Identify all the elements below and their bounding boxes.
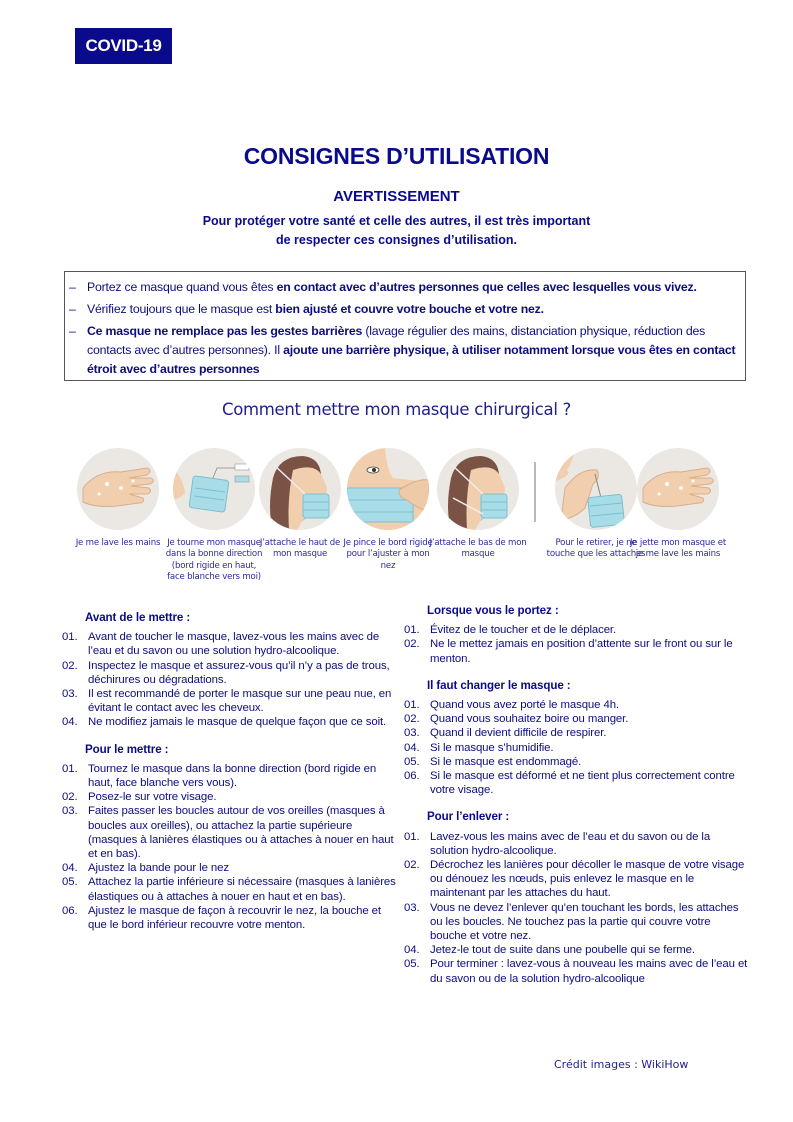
- item-text: Ajustez le masque de façon à recouvrir le nez, la bouche et que le bord inférieur recouvre votre menton.: [88, 904, 381, 932]
- warning-text: (lavage régulier des mains, distanciation physique, réduction des contacts avec d’autres personnes). Il: [87, 324, 706, 357]
- remove-mask-icon: [555, 448, 637, 530]
- item-text: Décrochez les lanières pour décoller le masque de votre visage ou dénouez les nœuds, puis enlevez le masque en le maintenant par les attaches du haut.: [430, 859, 745, 900]
- warning-emphasis: en contact avec d’autres personnes que celles avec lesquelles vous vivez.: [276, 280, 697, 294]
- item-number: 05.: [404, 958, 420, 971]
- list-item: [62, 875, 402, 903]
- warning-emphasis: Ce masque ne remplace pas les gestes barrières: [87, 324, 363, 338]
- item-text: Attachez la partie inférieure si nécessaire (masques à lanières élastiques ou à attaches à nouer en haut et en bas).: [88, 876, 396, 903]
- list-item: [404, 741, 749, 755]
- item-number: 06.: [404, 770, 420, 783]
- intro-line-2: de respecter ces consignes d’utilisation.: [275, 233, 518, 247]
- item-text: Quand vous avez porté le masque 4h.: [430, 699, 619, 712]
- section-heading: Pour le mettre :: [85, 742, 169, 756]
- dash-bullet: –: [69, 280, 76, 294]
- warning-item: [69, 300, 739, 319]
- step-label: Je jette mon masque et je me lave les mains: [629, 538, 727, 560]
- list-item: [62, 861, 402, 875]
- step-tie-bottom: [428, 448, 528, 561]
- warning-text: Vérifiez toujours que le masque est: [87, 302, 276, 316]
- item-number: 04.: [62, 716, 78, 729]
- pinch-nose-icon: [347, 448, 429, 530]
- instructions-right-column: [404, 604, 749, 999]
- list-item: [62, 790, 402, 804]
- step-wash-hands: [68, 448, 168, 549]
- item-number: 04.: [404, 944, 420, 957]
- step-label: Je me lave les mains: [75, 538, 161, 548]
- item-number: 02.: [404, 638, 420, 651]
- list-item: [62, 687, 402, 715]
- list-item: [62, 904, 402, 932]
- item-number: 02.: [404, 713, 420, 726]
- mask-orientation-icon: [173, 448, 255, 530]
- item-number: 02.: [62, 659, 78, 672]
- item-number: 03.: [62, 688, 78, 701]
- section-heading: Pour l’enlever :: [427, 810, 510, 824]
- step-label: Je tourne mon masque dans la bonne direction (bord rigide en haut, face blanche vers moi): [165, 538, 263, 582]
- instructions-left-column: [62, 611, 402, 945]
- image-credit: Crédit images : WikiHow: [554, 1058, 689, 1071]
- item-text: Quand vous souhaitez boire ou manger.: [430, 713, 629, 726]
- step-label: J’attache le bas de mon masque: [429, 538, 527, 560]
- item-text: Si le masque est endommagé.: [430, 755, 582, 768]
- item-number: 01.: [404, 624, 420, 637]
- item-number: 03.: [62, 805, 78, 818]
- warning-item: [69, 278, 739, 297]
- hand-washing-icon: [637, 448, 719, 530]
- item-number: 04.: [62, 862, 78, 875]
- illustrated-steps: [0, 448, 793, 588]
- step-pinch-nose: [338, 448, 438, 572]
- section-heading: Avant de le mettre :: [85, 611, 191, 624]
- item-text: Il est recommandé de porter le masque sur une peau nue, en évitant le contact avec les cheveux.: [88, 688, 392, 715]
- page-title: CONSIGNES D’UTILISATION: [243, 143, 550, 169]
- item-number: 03.: [404, 901, 420, 914]
- step-label: Je pince le bord rigide pour l’ajuster à mon nez: [343, 538, 433, 571]
- item-number: 01.: [62, 631, 78, 644]
- list-item: [404, 726, 749, 740]
- step-label: Pour le retirer, je ne touche que les attaches: [546, 538, 646, 560]
- item-text: Ne le mettez jamais en position d’attente sur le front ou sur le menton.: [430, 638, 733, 665]
- step-label: J’attache le haut de mon masque: [259, 538, 341, 560]
- section-heading: Il faut changer le masque :: [427, 678, 571, 692]
- section-while-wearing: [404, 604, 749, 666]
- section-before: [62, 611, 402, 730]
- item-number: 05.: [404, 755, 420, 768]
- list-item: [62, 762, 402, 790]
- warning-emphasis: bien ajusté et couvre votre bouche et votre nez.: [275, 302, 544, 316]
- covid-badge: COVID-19: [75, 28, 172, 64]
- list-item: [404, 769, 749, 797]
- warning-heading: AVERTISSEMENT: [333, 188, 460, 205]
- list-item: [404, 712, 749, 726]
- tie-mask-top-icon: [259, 448, 341, 530]
- hand-washing-icon: [77, 448, 159, 530]
- item-text: Quand il devient difficile de respirer.: [430, 727, 607, 740]
- item-text: Évitez de le toucher et de le déplacer.: [430, 624, 617, 637]
- step-discard-wash: [628, 448, 728, 561]
- intro-line-1: Pour protéger votre santé et celle des autres, il est très important: [202, 214, 591, 228]
- step-tie-top: [250, 448, 350, 561]
- item-text: Faites passer les boucles autour de vos oreilles (masques à boucles aux oreilles), ou attachez la partie supérieure (masques à lanières élastiques ou à attaches à nouer en haut et en bas).: [88, 805, 394, 861]
- tie-mask-bottom-icon: [437, 448, 519, 530]
- item-text: Si le masque s’humidifie.: [430, 741, 554, 754]
- list-item: [62, 715, 402, 729]
- list-item: [404, 901, 749, 944]
- list-item: [404, 957, 749, 985]
- dash-bullet: –: [69, 302, 76, 316]
- item-number: 01.: [62, 762, 78, 775]
- item-text: Posez-le sur votre visage.: [88, 791, 217, 804]
- item-number: 03.: [404, 727, 420, 740]
- list-item: [404, 637, 749, 665]
- item-number: 01.: [404, 699, 420, 712]
- section-put-on: [62, 743, 402, 933]
- list-item: [404, 943, 749, 957]
- warning-box: [64, 271, 746, 381]
- list-item: [62, 804, 402, 861]
- list-item: [404, 858, 749, 901]
- steps-divider: [534, 462, 536, 522]
- section-heading: Lorsque vous le portez :: [427, 604, 559, 617]
- how-to-title: Comment mettre mon masque chirurgical ?: [221, 400, 572, 419]
- list-item: [404, 623, 749, 637]
- item-number: 02.: [62, 791, 78, 804]
- item-number: 04.: [404, 741, 420, 754]
- section-change-mask: [404, 679, 749, 798]
- warning-text: Portez ce masque quand vous êtes: [87, 280, 277, 294]
- item-text: Lavez-vous les mains avec de l’eau et du savon ou de la solution hydro-alcoolique.: [430, 830, 711, 857]
- item-text: Ajustez la bande pour le nez: [88, 862, 229, 875]
- list-item: [404, 755, 749, 769]
- warning-item: [69, 322, 739, 379]
- item-text: Vous ne devez l’enlever qu’en touchant les bords, les attaches ou les boucles. Ne touchez pas la partie qui couvre votre bouche et votre nez.: [430, 901, 739, 943]
- dash-bullet: –: [69, 324, 76, 338]
- section-remove: [404, 810, 749, 985]
- item-text: Inspectez le masque et assurez-vous qu’il n’y a pas de trous, déchirures ou dégradations.: [88, 659, 390, 686]
- item-text: Jetez-le tout de suite dans une poubelle qui se ferme.: [430, 944, 695, 957]
- item-text: Tournez le masque dans la bonne direction (bord rigide en haut, face blanche vers vous).: [88, 762, 377, 790]
- item-number: 06.: [62, 904, 78, 917]
- item-text: Si le masque est déformé et ne tient plus correctement contre votre visage.: [430, 770, 735, 797]
- item-number: 01.: [404, 830, 420, 843]
- list-item: [404, 698, 749, 712]
- item-text: Ne modifiez jamais le masque de quelque façon que ce soit.: [88, 716, 387, 729]
- list-item: [62, 659, 402, 687]
- item-text: Pour terminer : lavez-vous à nouveau les mains avec de l’eau et du savon ou de la solution hydro-alcoolique: [430, 958, 748, 985]
- item-number: 05.: [62, 876, 78, 889]
- warning-emphasis: ajoute une barrière physique, à utiliser notamment lorsque vous êtes en contact étroit avec d’autres personnes: [87, 343, 736, 376]
- intro-text: [0, 212, 793, 250]
- item-number: 02.: [404, 859, 420, 872]
- item-text: Avant de toucher le masque, lavez-vous les mains avec de l’eau et du savon ou une solution hydro-alcoolique.: [88, 631, 380, 658]
- list-item: [62, 630, 402, 658]
- list-item: [404, 830, 749, 858]
